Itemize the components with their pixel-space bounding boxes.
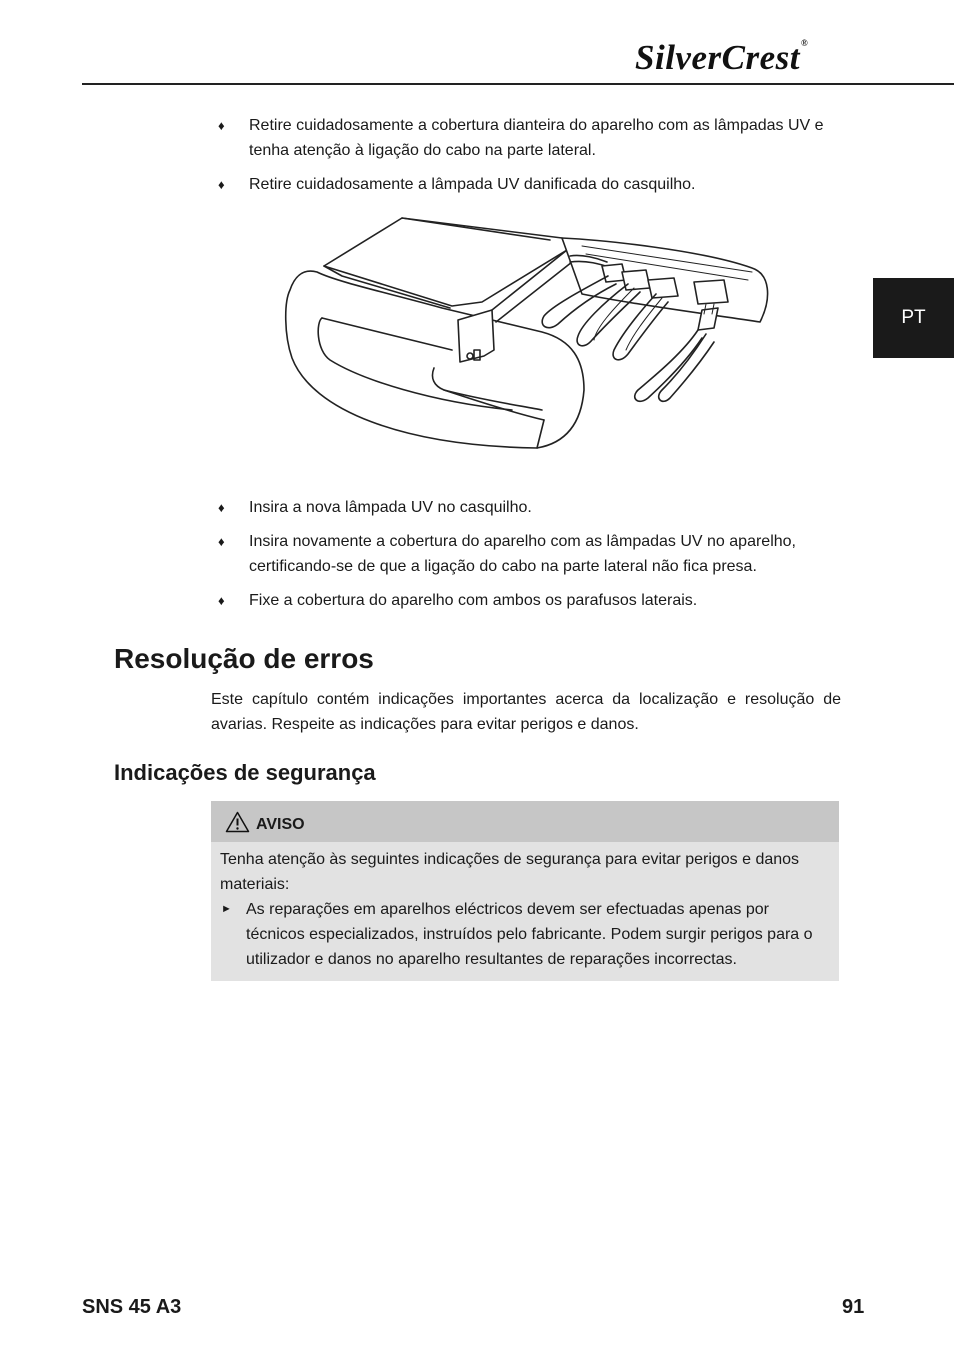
brand-logo <box>635 38 808 78</box>
step-text: Retire cuidadosamente a cobertura dianteira do aparelho com as lâmpadas UV e tenha atenção à ligação do cabo na parte lateral. <box>249 117 824 159</box>
device-lamp-illustration <box>282 210 772 472</box>
steps-after-list <box>215 495 845 622</box>
list-item <box>215 529 845 579</box>
language-label: PT <box>901 307 926 328</box>
step-text: Insira novamente a cobertura do aparelho com as lâmpadas UV no aparelho, certificando-se de que a ligação do cabo na parte lateral não fica presa. <box>249 533 796 575</box>
footer-model: SNS 45 A3 <box>82 1296 182 1318</box>
warning-header <box>211 801 839 842</box>
diamond-bullet-icon: ♦ <box>218 534 225 549</box>
language-tab <box>873 278 954 358</box>
warning-label: AVISO <box>256 815 305 833</box>
warning-body <box>211 842 839 972</box>
warning-triangle-icon <box>225 811 250 833</box>
list-item <box>215 588 845 613</box>
list-item <box>220 897 829 972</box>
warning-item-text: As reparações em aparelhos eléctricos devem ser efectuadas apenas por técnicos especializados, instruídos pelo fabricante. Podem surgir perigos para o utilizador e danos no aparelho resultantes de reparações incorrectas. <box>246 901 813 968</box>
section-title: Resolução de erros <box>114 643 374 674</box>
step-text: Insira a nova lâmpada UV no casquilho. <box>249 499 532 516</box>
list-item <box>215 113 845 163</box>
diamond-bullet-icon: ♦ <box>218 118 225 133</box>
list-item <box>215 172 845 197</box>
diamond-bullet-icon: ♦ <box>218 500 225 515</box>
list-item <box>215 495 845 520</box>
page-number: 91 <box>842 1296 865 1318</box>
warning-text: Tenha atenção às seguintes indicações de segurança para evitar perigos e danos materiais: <box>220 851 800 893</box>
step-text: Retire cuidadosamente a lâmpada UV danificada do casquilho. <box>249 176 696 193</box>
subsection-title: Indicações de segurança <box>114 760 376 785</box>
diamond-bullet-icon: ♦ <box>218 177 225 192</box>
registered-mark: ® <box>800 38 809 48</box>
warning-box <box>211 801 839 981</box>
step-text: Fixe a cobertura do aparelho com ambos os parafusos laterais. <box>249 592 698 609</box>
brand-name: SilverCrest <box>635 38 800 77</box>
section-intro: Este capítulo contém indicações importantes acerca da localização e resolução de avarias. Respeite as indicações para evitar perigos e danos. <box>211 691 841 733</box>
header-rule <box>82 83 954 85</box>
arrow-bullet-icon: ► <box>221 903 232 915</box>
diamond-bullet-icon: ♦ <box>218 593 225 608</box>
steps-before-list <box>215 113 845 206</box>
